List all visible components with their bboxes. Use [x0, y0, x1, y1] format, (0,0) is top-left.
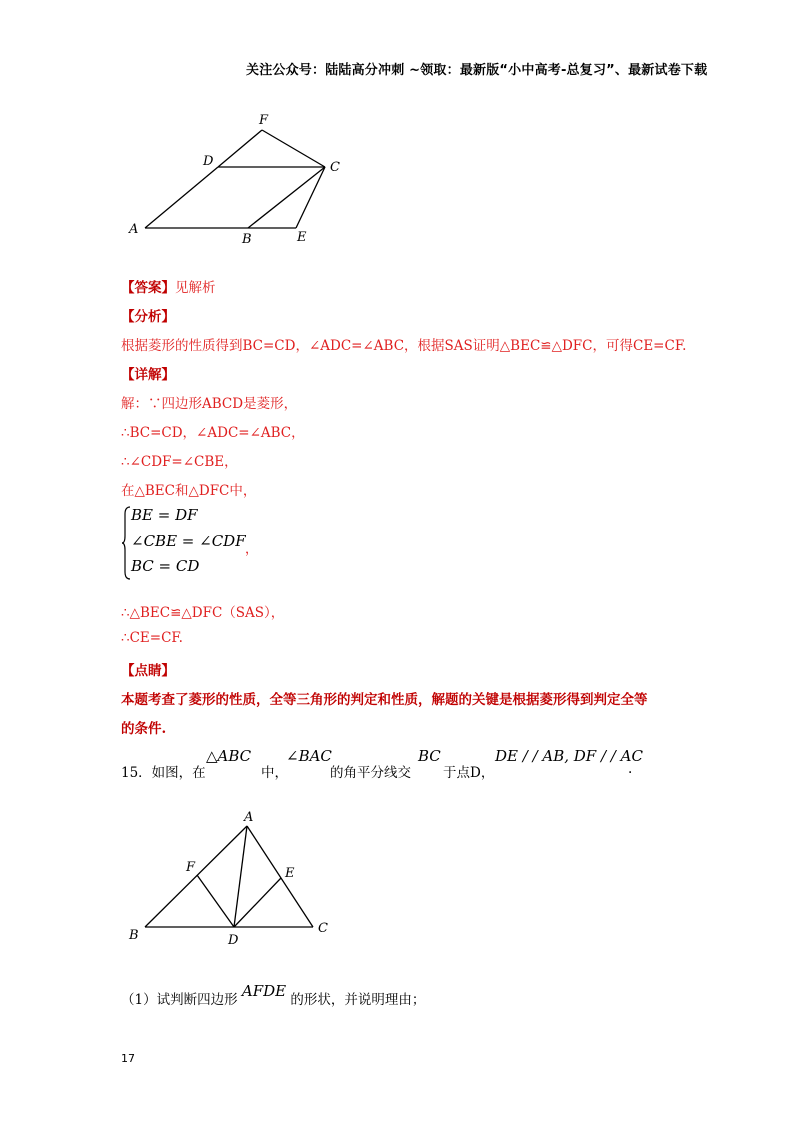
q15-mid: 中， [261, 765, 288, 781]
question-15 [121, 747, 641, 787]
label-c: C [330, 160, 340, 175]
part1-suffix: 的形状，并说明理由； [290, 992, 426, 1008]
label-b: B [242, 232, 252, 247]
detail-line-2: ∴BC=CD，∠ADC=∠ABC， [121, 425, 305, 441]
q15-angle: ∠BAC [286, 747, 332, 765]
equation-2: ∠CBE = ∠CDF [131, 532, 246, 550]
system-suffix: ， [245, 542, 259, 557]
equation-system [121, 506, 281, 582]
comment-line-2: 的条件. [121, 721, 167, 737]
label-a: A [129, 222, 139, 237]
equation-3: BC = CD [131, 557, 200, 575]
detail-line-1: 解：∵四边形ABCD是菱形， [121, 396, 298, 412]
page-number: 17 [121, 1052, 135, 1065]
label-c2: C [318, 921, 328, 936]
label-d2: D [228, 933, 239, 948]
q15-triangle: △ABC [206, 747, 252, 765]
label-f2: F [186, 860, 196, 875]
answer-tag: 【答案】 [121, 280, 175, 296]
label-b2: B [129, 928, 139, 943]
q15-bc: BC [418, 747, 441, 765]
label-d: D [203, 154, 214, 169]
part1-shape: AFDE [241, 982, 287, 1000]
label-e: E [297, 230, 307, 245]
analysis-text: 根据菱形的性质得到BC=CD，∠ADC=∠ABC，根据SAS证明△BEC≌△DFC，可得CE=CF. [121, 338, 687, 354]
q15-condition: DE / / AB, DF / / AC [495, 747, 643, 765]
equation-1: BE = DF [131, 506, 198, 524]
q15-text2: 的角平分线交 [330, 765, 411, 781]
left-brace-icon [121, 506, 131, 580]
label-f: F [259, 113, 269, 128]
page-header: 关注公众号：陆陆高分冲刺 ~领取：最新版“小中高考-总复习”、最新试卷下载 [246, 63, 708, 78]
detail-line-3: ∴∠CDF=∠CBE， [121, 454, 238, 470]
part1-prefix: （1）试判断四边形 [121, 992, 238, 1008]
label-e2: E [285, 866, 295, 881]
detail-tag: 【详解】 [121, 367, 175, 383]
analysis-tag: 【分析】 [121, 309, 175, 325]
detail-after-2: ∴CE=CF. [121, 630, 183, 646]
label-a2: A [244, 810, 254, 825]
answer-text: 见解析 [175, 280, 216, 296]
q15-text3: 于点D， [443, 765, 495, 781]
answer-line [121, 276, 216, 296]
part-1 [121, 982, 426, 1008]
comment-line-1: 本题考查了菱形的性质，全等三角形的判定和性质，解题的关键是根据菱形得到判定全等 [121, 692, 648, 708]
figure-rhombus-diagram [120, 108, 360, 248]
figure-triangle-diagram [120, 805, 340, 950]
q15-number: 15．如图，在 [121, 765, 206, 781]
detail-line-4: 在△BEC和△DFC中， [121, 483, 257, 499]
comment-tag: 【点睛】 [121, 663, 175, 679]
q15-end: . [628, 761, 633, 777]
detail-after-1: ∴△BEC≌△DFC（SAS）， [121, 605, 285, 621]
